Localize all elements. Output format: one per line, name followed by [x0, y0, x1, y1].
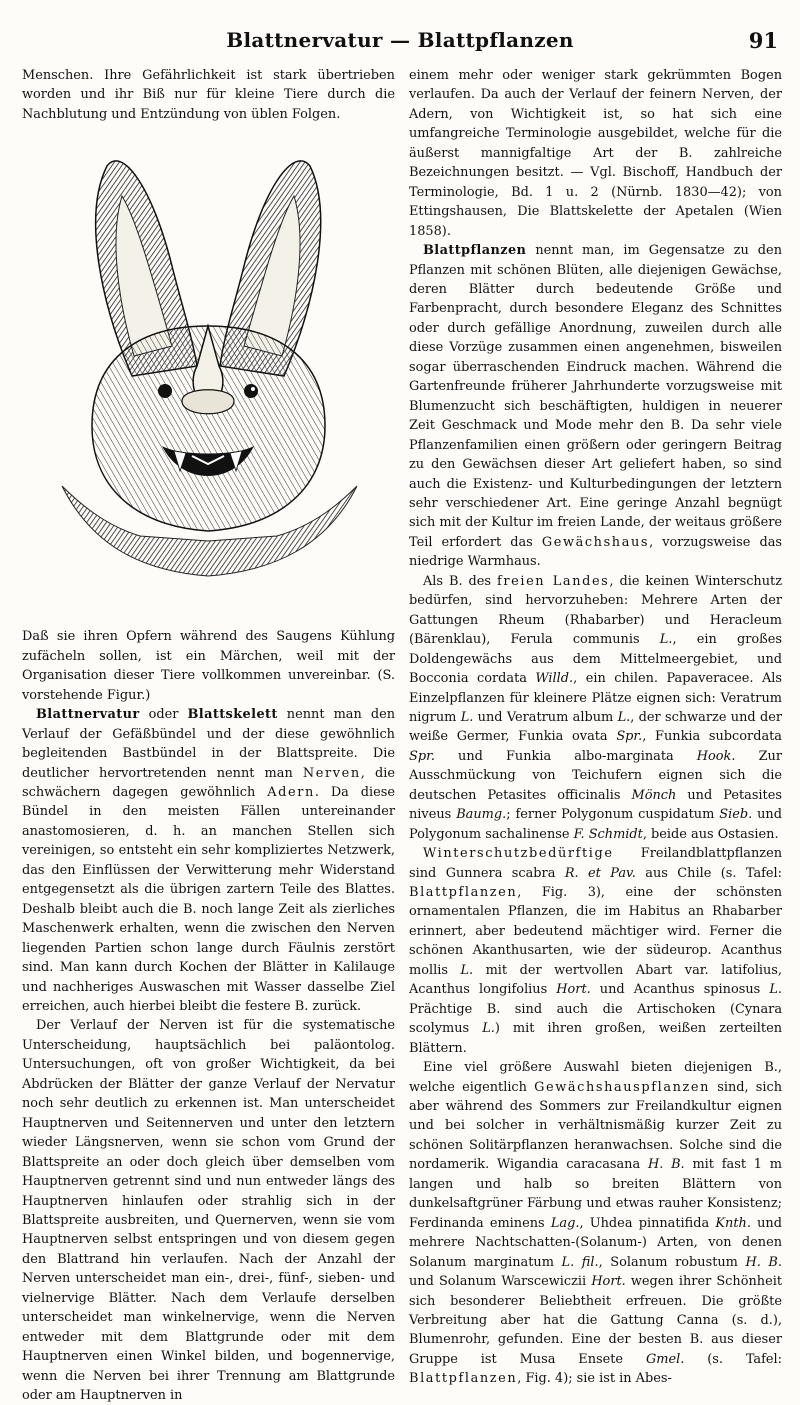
text-run: und Petasites niveus [409, 787, 782, 823]
spaced-term: Gewächshauspflanzen [534, 1079, 711, 1095]
text-run: und Polygonum sachalinense [409, 807, 782, 842]
text-run: , Funkia subcordata [642, 729, 782, 745]
text-run: ) mit ihren großen, weißen zerteilten Blättern. [409, 1021, 782, 1056]
spaced-term: Nerven [302, 765, 361, 781]
spaced-term: Adern [267, 784, 315, 800]
running-header [0, 28, 800, 58]
entry-blattpflanzen [409, 241, 782, 572]
entry-blattnervatur [22, 705, 395, 1016]
spaced-term: Winterschutzbedürftige [423, 846, 614, 862]
author-abbrev: L. [659, 632, 673, 648]
text-run: sind, sich aber während des Sommers zur Freilandkultur eignen und bei solcher in verhältnismäßig kurzer Zeit zu schönen Solitärpflanzen heranwachsen. Solche sind die nordamerik. Wigandia caracasana [409, 1079, 782, 1173]
headword-blattpflanzen: Blattpflanzen [423, 243, 527, 259]
page-number: 91 [748, 28, 778, 53]
author-abbrev: Lag. [550, 1215, 580, 1231]
text-run: ; ferner Polygonum cuspidatum [506, 807, 720, 823]
author-abbrev: Baumg. [456, 807, 507, 823]
text-run: mit fast 1 m langen und halb so breiten Blättern von dunkelsaftgrüner Färbung und etwas rauher Konsistenz; Ferdinanda eminens [409, 1157, 782, 1231]
author-abbrev: L. [482, 1021, 495, 1037]
text-run: , ein großes Doldengewächs aus dem Mittelmeergebiet, und Bocconia cordata [409, 632, 782, 687]
author-abbrev: Sieb. [719, 807, 753, 823]
text-run: Zur Ausschmückung von Teichufern eignen sich die deutschen Petasites officinalis [409, 748, 782, 803]
text-run: , die keinen Winterschutz bedürfen, sind hervorzuheben: Mehrere Arten der Gattungen Rheum (Rhabarber) und Heracleum (Bärenklau), Ferula communis [409, 573, 782, 648]
text-run: , die schwächern dagegen gewöhnlich [22, 765, 395, 800]
author-abbrev: Spr. [616, 729, 643, 745]
text-run: , Fig. 4); sie ist in Abes- [517, 1371, 672, 1387]
text-run: Prächtige B. sind auch die Artischoken (Cynara scolymus [409, 1001, 782, 1037]
author-abbrev: L. [769, 982, 783, 998]
author-abbrev: H. B. [647, 1157, 685, 1173]
text-run: Freilandblattpflanzen sind Gunnera scabra [409, 846, 782, 881]
right-paragraph-1: einem mehr oder weniger stark gekrümmten Bogen verlaufen. Da auch der Verlauf der feinern Nerven, der Adern, von Wichtigkeit ist, so hat sich eine umfangreiche Terminologie ausgebildet, welche für die äußerst mannigfaltige Art der B. zahlreiche Bezeichnungen besitzt. — Vgl. Bischoff, Handbuch der Terminologie, Bd. 1 u. 2 (Nürnb. 1830—42); von Ettingshausen, Die Blattskelette der Apetalen (Wien 1858). [409, 68, 782, 239]
author-abbrev: Hort. [556, 982, 591, 998]
author-abbrev: Mönch [631, 787, 677, 803]
text-run: , Solanum robustum [598, 1254, 746, 1270]
author-abbrev: L. [460, 962, 474, 978]
header-title: Blattnervatur — Blattpflanzen [226, 28, 574, 52]
author-abbrev: Spr. [409, 748, 435, 764]
text-run: Als B. des [423, 573, 497, 589]
paragraph-freies-land [409, 572, 782, 844]
author-abbrev: H. B. [745, 1254, 782, 1270]
text-run: aus Chile (s. Tafel: [635, 865, 783, 881]
bat-illustration [22, 126, 395, 621]
text-run: mit der wertvollen Abart var. latifolius, Acanthus longifolius [409, 962, 782, 998]
text-run: und Veratrum album [473, 709, 618, 725]
paragraph-gewaechshaus [409, 1058, 782, 1389]
text-run: , Uhdea pinnatifida [579, 1215, 716, 1231]
author-abbrev: Hook. [696, 748, 736, 764]
author-abbrev: L. [460, 709, 474, 725]
spaced-term: freien Landes [496, 573, 610, 589]
text-run: und Acanthus spinosus [590, 982, 770, 998]
spaced-term: Blattpflanzen [409, 1371, 518, 1387]
text-run: und Solanum Warscewiczii [409, 1274, 592, 1290]
text-run: wegen ihrer Schönheit sich besonderer Beliebtheit erfreuen. Die größte Verbreitung aber hat die Gattung Canna (s. d.), Blumenrohr, gefunden. Eine der besten B. aus dieser Gruppe ist Musa Ensete [409, 1274, 783, 1367]
text-run: , Fig. 3), eine der schönsten ornamentalen Pflanzen, die im Habitus an Rhabarber erinnert, aber bedeutend mächtiger wird. Ferner die schönen Akanthusarten, wie der südeurop. Acanthus mollis [409, 885, 782, 978]
left-paragraph-4: Der Verlauf der Nerven ist für die systematische Unterscheidung, hauptsächlich bei paläontolog. Untersuchungen, oft von großer Wichtigkeit, da bei Abdrücken der Blätter der ganze Verlauf der Nervatur noch sehr deutlich zu erkennen ist. Man unterscheidet Hauptnerven und Seitennerven und unter den letztern wieder Längsnerven, wenn sie schon vom Grund der Blattspreite an oder doch gleich über demselben vom Hauptnerven getrennt sind und nun entweder längs des Hauptnerven hinlaufen oder strahlig sich in der Blattspreite ausbreiten, und Quernerven, wenn sie vom Hauptnerven selbst entspringen und von diesem gegen den Blattrand hin verlaufen. Nach der Anzahl der Nerven unterscheidet man ein-, drei-, fünf-, sieben- und vielnervige Blätter. Nach dem Verlaufe derselben unterscheidet man winkelnervige, wenn die Nerven entweder mit dem Blattgrunde oder mit dem Hauptnerven einen Winkel bilden, und bogennervige, wenn die Nerven bei ihrer Trennung am Blattgrunde oder am Hauptnerven in [22, 1018, 395, 1404]
author-abbrev: Hort. [591, 1274, 626, 1290]
text-run: (s. Tafel: [684, 1351, 782, 1367]
text-run: , vorzugsweise das niedrige Warmhaus. [409, 534, 782, 570]
headword-blattnervatur: Blattnervatur [36, 707, 140, 723]
left-column [22, 66, 396, 1404]
text-run: nennt man, im Gegensatze zu den Pflanzen mit schönen Blüten, alle diejenigen Gewächse, deren Blätter durch bedeutende Größe und Farbenpracht, durch besondere Eleganz des Schnittes oder durch gefällige Anordnung, zuweilen durch alle diese Vorzüge zusammen einen angenehmen, bisweilen sogar überraschenden Eindruck machen. Während die Gartenfreunde früherer Jahrhunderte vorzugsweise mit Blumenzucht sich beschäftigten, huldigen in neuerer Zeit Geschmack und Mode mehr den B. Da sehr viele Pflanzenfamilien einen größern oder geringern Beitrag zu den Gewächsen dieser Art geliefert haben, so sind auch die Existenz- und Kulturbedingungen der letztern sehr verschiedener Art. Eine geringe Anzahl begnügt sich mit der Kultur im freien Lande, der weitaus größere Teil erfordert das [409, 243, 782, 550]
text-run: , beide aus Ostasien. [642, 826, 779, 842]
text-run: und Funkia albo-marginata [434, 748, 697, 764]
text-run: , der schwarze und der weiße Germer, Funkia ovata [409, 709, 782, 745]
text-run: . Da diese Bündel in den meisten Fällen untereinander anastomosieren, d. h. an manchen Stellen sich vereinigen, so entsteht ein sehr kompliziertes Netzwerk, das den Einflüssen der Verwitterung mehr Widerstand entgegensetzt als die übrigen zartern Teile des Blattes. Deshalb bleibt auch die B. noch lange Zeit als zierliches Maschenwerk erhalten, wenn die zwischen den Nerven liegenden Partien schon lange durch Fäulnis zerstört sind. Man kann durch Kochen der Blätter in Kalilauge und nachheriges Auswaschen mit Wasser dasselbe Ziel erreichen, auch hierbei bleibt die festere B. zurück. [22, 784, 396, 1014]
paragraph-winterschutz [409, 844, 782, 1058]
spaced-term: Blattpflanzen [409, 885, 518, 901]
text-run: nennt man den Verlauf der Gefäßbündel und der diese gewöhnlich begleitenden Bastbündel in der Blattspreite. Die deutlicher hervortretenden nennt man [22, 707, 396, 781]
author-abbrev: Gmel. [645, 1351, 685, 1367]
text-run: , ein chilen. Papaveracee. Als Einzelpflanzen für kleinere Plätze eignen sich: Veratrum nigrum [409, 671, 783, 725]
author-abbrev: Willd. [535, 671, 574, 687]
left-paragraph-2: Daß sie ihren Opfern während des Saugens Kühlung zufächeln sollen, ist ein Märchen, weil mit der Organisation dieser Tiere vollkommen unvereinbar. (S. vorstehende Figur.) [22, 629, 395, 703]
author-abbrev: R. et Pav. [564, 865, 636, 881]
spaced-term: Gewächshaus [541, 534, 650, 550]
author-abbrev: Knth. [715, 1215, 751, 1231]
author-abbrev: L. [617, 709, 631, 725]
headword-blattskelett: Blattskelett [187, 707, 278, 723]
text-run: Eine viel größere Auswahl bieten diejenigen B., welche eigentlich [409, 1060, 782, 1095]
text-run: und mehrere Nachtschatten-(Solanum-) Arten, von denen Solanum marginatum [409, 1215, 782, 1270]
left-paragraph-1: Menschen. Ihre Gefährlichkeit ist stark übertrieben worden und ihr Biß nur für kleine Tiere durch die Nachblutung und Entzündung von üblen Folgen. [22, 68, 395, 122]
bat-head-icon [22, 126, 395, 621]
right-column [409, 66, 783, 1387]
text-run: oder [139, 707, 188, 723]
author-abbrev: L. fil. [561, 1254, 599, 1270]
author-abbrev: F. Schmidt [573, 826, 643, 842]
